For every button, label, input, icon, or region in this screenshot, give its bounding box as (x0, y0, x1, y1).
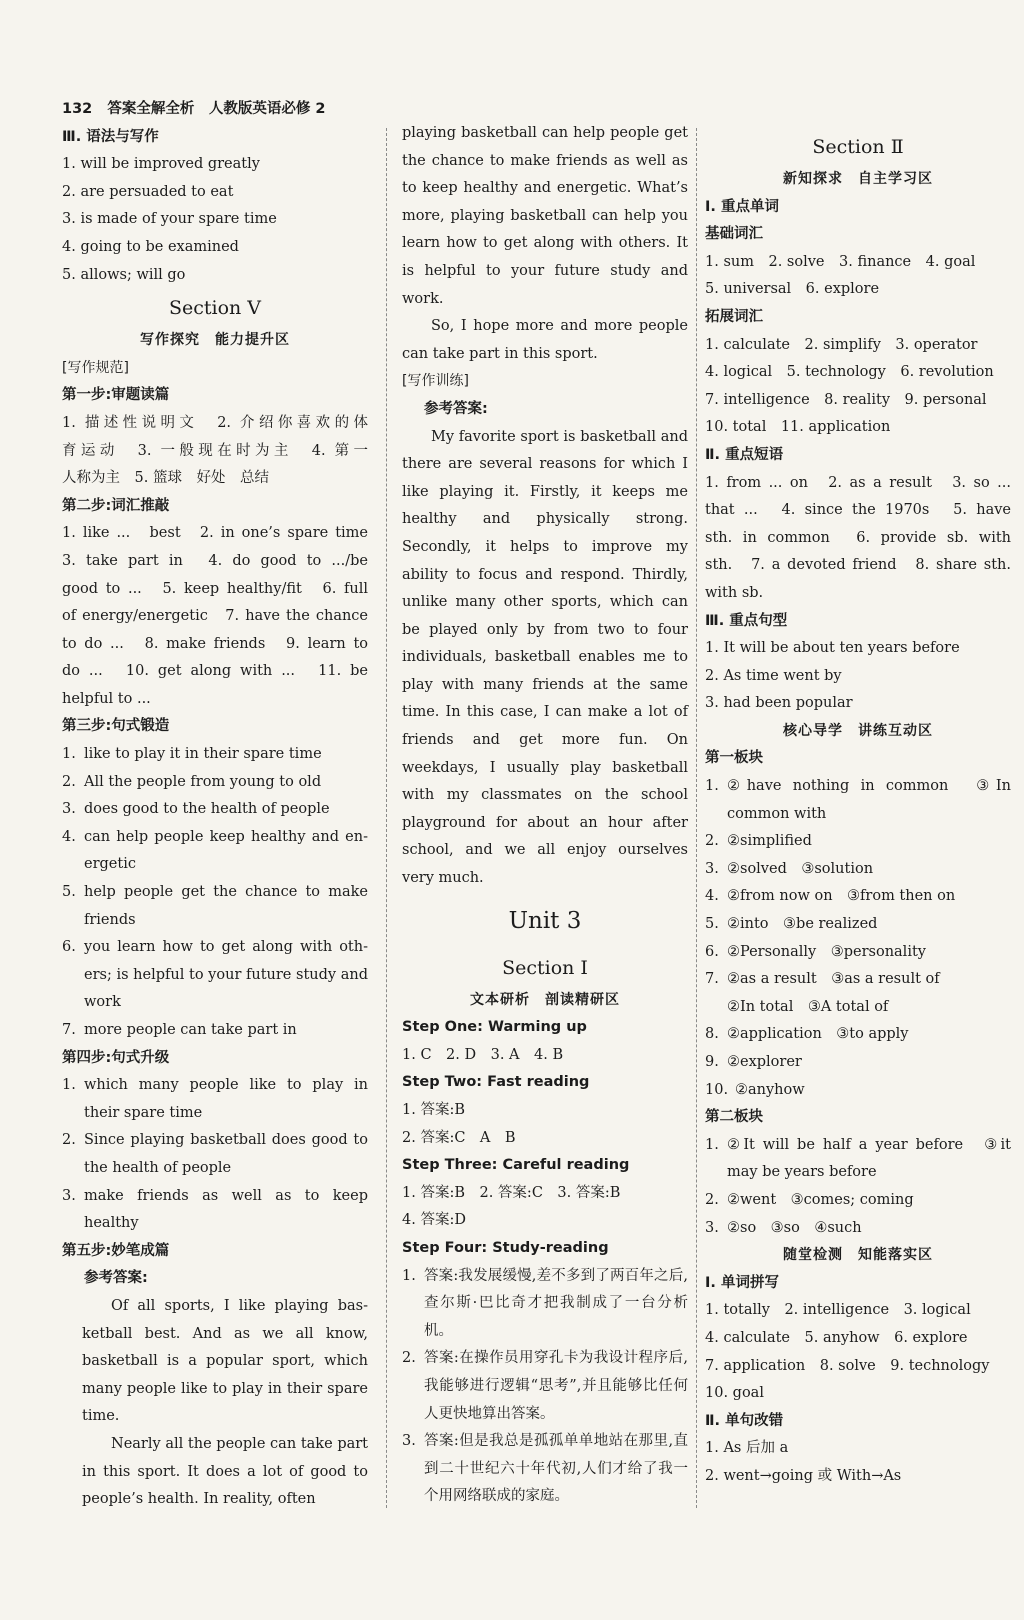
list-item: 4. ②from now on ③from then on (705, 888, 956, 905)
list-item: 2. ②simplified (705, 833, 812, 850)
list-item: 2. Since playing basketball does good to the health of people (62, 1132, 368, 1176)
step-heading: 第三步:句式锻造 (62, 718, 170, 735)
answer-line: 1. 描述性说明文 2. 介绍你喜欢的体 (62, 414, 368, 431)
column-divider (386, 128, 387, 1508)
answer-line: 5. universal 6. explore (705, 281, 880, 298)
list-item: 2. ②went ③comes; coming (705, 1191, 914, 1208)
step-heading: 第五步:妙笔成篇 (62, 1242, 170, 1259)
list-item: 5. help people get the chance to make friends (62, 884, 368, 928)
list-item: 3. ②solved ③solution (705, 860, 874, 877)
list-item: 7. ②as a result ③as a result of (705, 971, 940, 988)
answer-line: 5. allows; will go (62, 266, 186, 283)
answer-line: 3. is made of your spare time (62, 211, 277, 228)
spelling-heading: Ⅰ. 单词拼写 (705, 1274, 779, 1291)
essay-paragraph: Nearly all the people can take part in this sport. It does a lot of good to people’s health. In reality, often (82, 1435, 368, 1508)
step-heading: Step Three: Careful reading (402, 1157, 630, 1174)
answer-line: 4. logical 5. technology 6. revolution (705, 364, 994, 381)
list-item: 3. 答案:但是我总是孤孤单单地站在那里,直到二十世纪六十年代初,人们才给了我一个用网络联成的家庭。 (402, 1433, 688, 1505)
column-right (705, 128, 1011, 1491)
unit-title: Unit 3 (508, 907, 582, 934)
reference-answer-label: 参考答案: (424, 400, 488, 417)
answer-line: 3. had been popular (705, 695, 853, 712)
answer-line: 1. from ... on 2. as a result 3. so ... (705, 474, 1011, 491)
list-item: 3. ②so ③so ④such (705, 1219, 862, 1236)
zone-title: 新知探求 自主学习区 (783, 171, 933, 187)
list-item: 5. ②into ③be realized (705, 916, 878, 933)
block-heading: 第一板块 (705, 750, 763, 767)
answer-line: 4. 答案:D (402, 1212, 466, 1229)
answer-line: helpful to ... (62, 690, 151, 707)
section-title: Section Ⅱ (812, 136, 904, 158)
answer-line: 4. calculate 5. anyhow 6. explore (705, 1329, 968, 1346)
section-title: Section Ⅴ (168, 297, 262, 320)
section-title: Section Ⅰ (502, 956, 588, 979)
answer-line: good to ... 5. keep healthy/fit 6. full (62, 580, 368, 597)
list-item: 1. which many people like to play in their spare time (62, 1077, 368, 1121)
grammar-writing-heading: Ⅲ. 语法与写作 (62, 128, 159, 145)
column-middle (402, 120, 688, 1511)
answer-line: 人称为主 5. 篮球 好处 总结 (62, 470, 269, 487)
zone-title: 写作探究 能力提升区 (140, 332, 290, 349)
answer-line: 2. went→going 或 With→As (705, 1467, 902, 1484)
answer-line: 3. take part in 4. do good to .../be (62, 552, 368, 569)
answer-line: 1. sum 2. solve 3. finance 4. goal (705, 253, 976, 270)
answer-line: 1. 答案:B 2. 答案:C 3. 答案:B (402, 1184, 621, 1201)
answer-line: 1. C 2. D 3. A 4. B (402, 1046, 564, 1063)
list-item: 6. you learn how to get along with oth-ers; is helpful to your future study and work (62, 939, 368, 1011)
list-item: 3. make friends as well as to keep healthy (62, 1187, 368, 1232)
answer-line: 1. like ... best 2. in one’s spare time (62, 525, 368, 542)
list-item: 1. 答案:我发展缓慢,差不多到了两百年之后,查尔斯·巴比奇才把我制成了一台分析机。 (402, 1267, 688, 1339)
step-heading: 第二步:词汇推敲 (62, 497, 170, 514)
reference-answer-label: 参考答案: (84, 1270, 148, 1287)
list-item: 2. All the people from young to old (62, 773, 322, 790)
answer-line: 2. 答案:C A B (402, 1129, 516, 1146)
page-title: 答案全解全析 人教版英语必修 2 (107, 101, 326, 117)
answer-line: 1. calculate 2. simplify 3. operator (705, 336, 978, 353)
list-item: 1. like to play it in their spare time (62, 746, 322, 763)
words-heading: Ⅰ. 重点单词 (705, 198, 779, 215)
answer-line: 1. totally 2. intelligence 3. logical (705, 1302, 971, 1319)
extended-words-label: 拓展词汇 (705, 308, 763, 325)
zone-title: 随堂检测 知能落实区 (783, 1247, 933, 1264)
page-header (62, 96, 368, 124)
answer-line: do ... 10. get along with ... 11. be (62, 663, 368, 680)
step-heading: 第一步:审题读篇 (62, 387, 170, 404)
list-item: 6. ②Personally ③personality (705, 943, 926, 960)
list-item: 1. ②It will be half a year before ③it may be years before (705, 1136, 1011, 1181)
list-item: 8. ②application ③to apply (705, 1026, 909, 1043)
list-item: ②In total ③A total of (727, 998, 889, 1015)
essay-paragraph: So, I hope more and more people can take part in this sport. (402, 318, 688, 362)
step-heading: 第四步:句式升级 (62, 1049, 170, 1066)
training-label: [写作训练] (402, 373, 469, 390)
step-heading: Step Two: Fast reading (402, 1074, 590, 1091)
list-item: 1. ②have nothing in common ③In common with (705, 778, 1011, 822)
block-heading: 第二板块 (705, 1109, 763, 1126)
answer-line: 1. will be improved greatly (62, 156, 260, 173)
answer-line: 4. going to be examined (62, 238, 239, 255)
answer-line: 育运动 3. 一般现在时为主 4. 第一 (62, 442, 368, 459)
answer-line: with sb. (705, 584, 764, 601)
step-heading: Step Four: Study-reading (402, 1239, 609, 1256)
zone-title: 文本研析 剖读精研区 (470, 991, 620, 1008)
answer-line: 7. intelligence 8. reality 9. personal (705, 391, 987, 408)
sentences-heading: Ⅲ. 重点句型 (705, 612, 788, 629)
list-item: 4. can help people keep healthy and en-ergetic (62, 828, 368, 873)
list-item: 7. more people can take part in (62, 1022, 297, 1038)
page-number: 132 (62, 101, 93, 117)
answer-line: sth. in common 6. provide sb. with (705, 529, 1011, 546)
list-item: 3. does good to the health of people (62, 801, 330, 818)
answer-line: 10. total 11. application (705, 419, 891, 436)
list-item: 9. ②explorer (705, 1054, 802, 1070)
guide-label: [写作规范] (62, 359, 129, 376)
column-left (62, 96, 368, 1514)
answer-line: 1. As 后加 a (705, 1440, 789, 1457)
list-item: 10. ②anyhow (705, 1081, 805, 1098)
list-item: 2. 答案:在操作员用穿孔卡为我设计程序后,我能够进行逻辑“思考”,并且能够比任何人更快地算出答案。 (402, 1350, 688, 1422)
answer-line: to do ... 8. make friends 9. learn to (62, 635, 368, 652)
answer-line: sth. 7. a devoted friend 8. share sth. (705, 557, 1011, 574)
correction-heading: Ⅱ. 单句改错 (705, 1412, 784, 1429)
answer-line: 7. application 8. solve 9. technology (705, 1357, 990, 1374)
essay-paragraph: playing basketball can help people get the chance to make friends as well as to keep healthy and energetic. What’s more, playing basketball can help you learn how to get along with others. It is helpful to your future study and work. (402, 125, 688, 307)
answer-line: that ... 4. since the 1970s 5. have (705, 502, 1011, 519)
answer-line: 2. As time went by (705, 667, 842, 684)
basic-words-label: 基础词汇 (705, 226, 763, 243)
zone-title: 核心导学 讲练互动区 (783, 722, 933, 739)
answer-line: of energy/energetic 7. have the chance (62, 608, 368, 625)
answer-line: 1. 答案:B (402, 1102, 465, 1118)
answer-line: 2. are persuaded to eat (62, 183, 234, 200)
essay-paragraph: Of all sports, I like playing bas-ketball best. And as we all know, basketball is a popular sport, which many people like to play in their spare time. (82, 1297, 368, 1425)
step-heading: Step One: Warming up (402, 1019, 587, 1036)
column-divider (696, 128, 697, 1508)
phrases-heading: Ⅱ. 重点短语 (705, 446, 784, 463)
answer-line: 1. It will be about ten years before (705, 640, 960, 657)
answer-line: 10. goal (705, 1385, 764, 1402)
sample-essay: My favorite sport is basketball and there are several reasons for which I like playing it. Firstly, it keeps me healthy and physically strong. Secondly, it helps to improve my ability to focus and respond. Thirdly, unlike many other sports, which can be played only by from two to four individuals, basketball enables me to play with many friends at the same time. In this case, I can make a lot of friends and get more fun. On weekdays, I usually play basketball with my classmates on the school playground for about an hour after school, and we all enjoy ourselves very much. (402, 428, 688, 887)
